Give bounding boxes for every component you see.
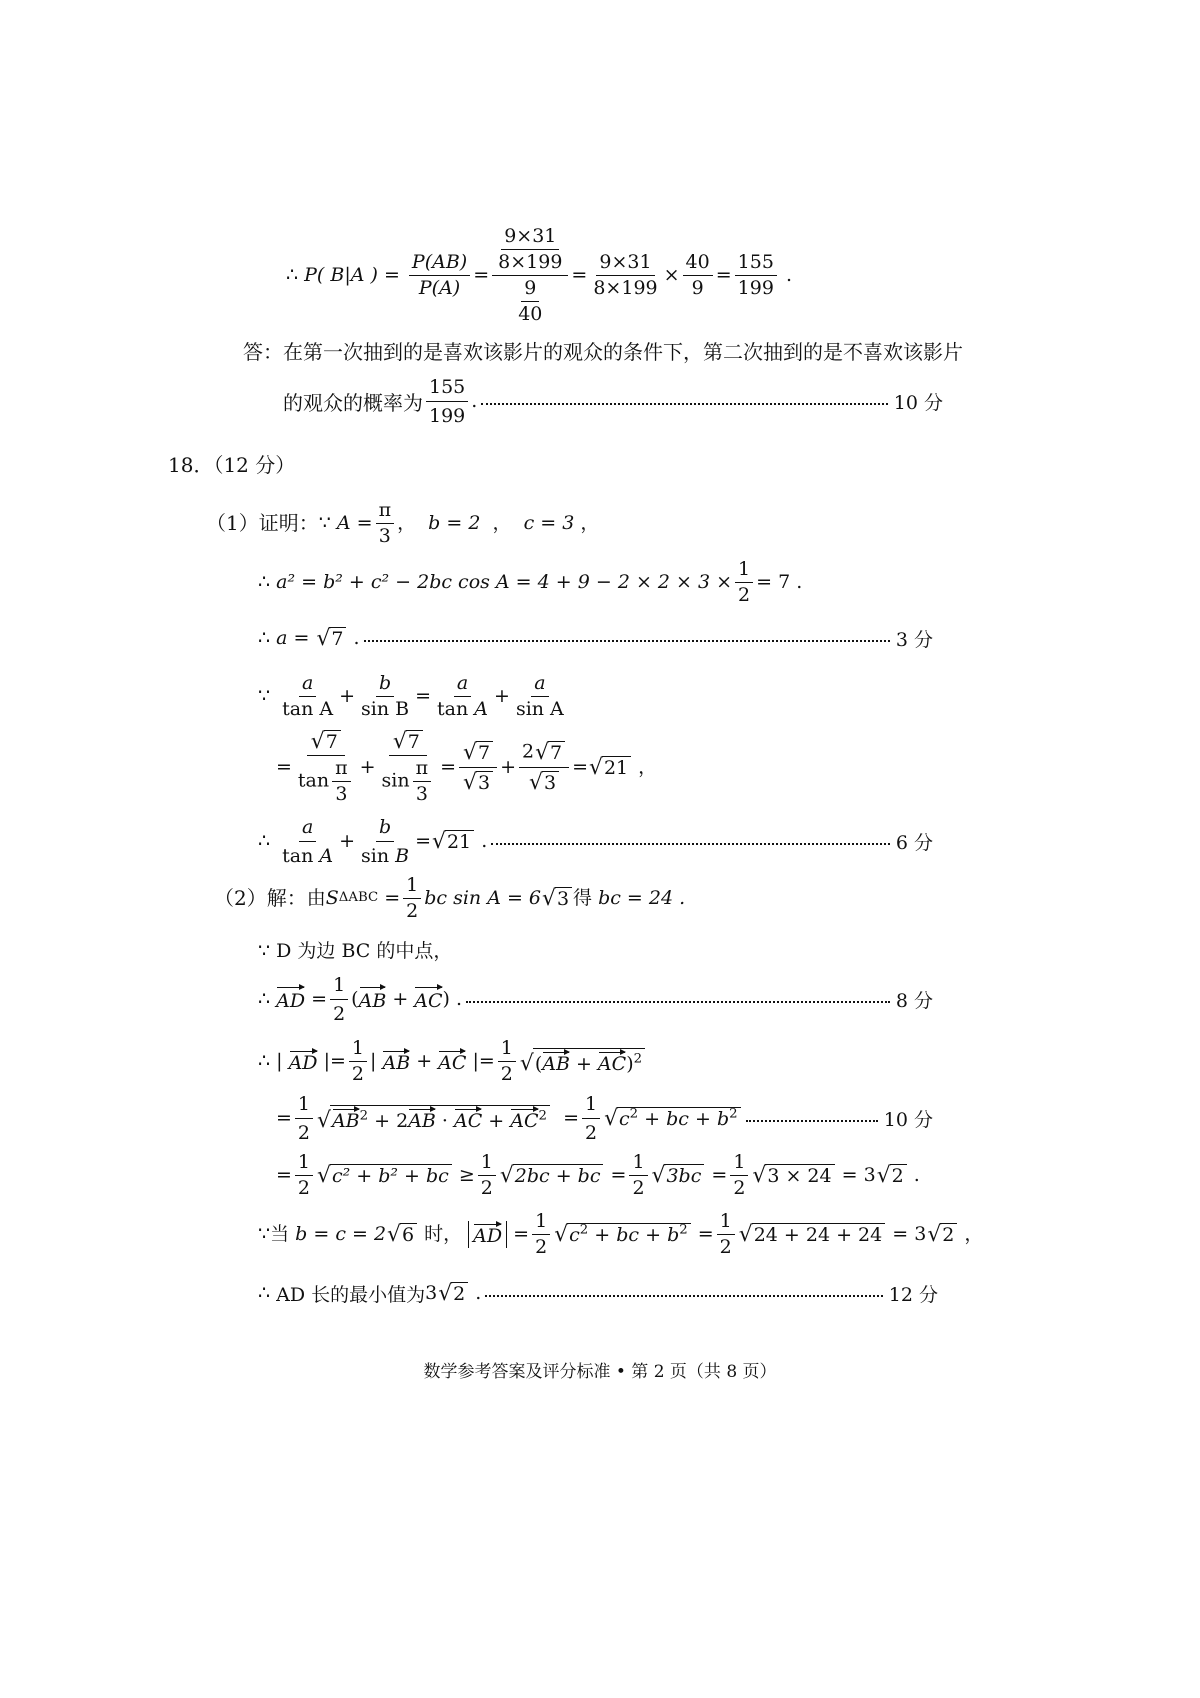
sum-line-2: = √ 7 tan $\frac{\pi}{3}$ + √ 7 sin $\frac{\pi}{3}$ = √ 7 √ 3 + 2 √ 7 √ 3 = √ 21 ， [276,728,658,806]
conditional-probability-formula: ∴ P( B|A ) = $\frac{P(AB)}{P(A)}$ = $\frac{\frac{9\times 31}{8\times 199}}{\frac{9}{40}}$ = $\frac{9\times 31}{8\times 199}$ × $\frac{40}{9}$ = $\frac{155}{199}$ . [286,224,793,325]
sum-line-1: ∵ $\frac{a}{\text{tan A}}$ + $\frac{b}{\text{sin B}}$ = $\frac{a}{\text{tan A}}$ + $\frac{a}{\text{sin A}}$ [258,671,564,720]
equality-case-line: ∵ 当 b = c = 2 √ 6 时， AD = $\frac{1}{2}$ √ $c^2$ + bc + $b^2$ = $\frac{1}{2}$ √ 24 + 24 + 24 = 3 √ 2 ， [258,1209,984,1258]
frac-mult: $\frac{40}{9}$ [683,253,713,298]
a-value-line: ∴ a = √ 7 . 3 分 [258,625,933,651]
problem-18-heading: 18．（12 分） [168,453,296,477]
law-of-cosines: ∴ a² = b² + c² − 2bc cos A = 4 + 9 − 2 × 2 × 3 × $\frac{1}{2}$ = 7 . [258,557,803,606]
answer-probability: $\frac{155}{199}$ [426,376,468,427]
conclusion-line: ∴ AD 长的最小值为 3 √ 2 . 12 分 [258,1280,938,1306]
frac-pab-pa: $\frac{P(AB)}{P(A)}$ [409,253,470,298]
answer-line-1: 答：在第一次抽到的是喜欢该影片的观众的条件下，第二次抽到的是不喜欢该影片 [243,340,963,364]
answer-line-2: 的观众的概率为 $\frac{155}{199}$ . 10 分 [283,375,943,427]
length-ad-line-2: = $\frac{1}{2}$ √ $AB^2 + 2AB$ · AC + $AC^2$ = $\frac{1}{2}$ √ $c^2$ + bc + $b^2$ 10 分 [276,1092,933,1144]
sum-result-line: ∴ $\frac{a}{\text{tan A}}$ + $\frac{b}{\text{sin B}}$ = √ 21 . 6 分 [258,815,933,867]
frac-result: $\frac{155}{199}$ [735,253,777,298]
part2-area: （2）解： 由 S ΔABC = $\frac{1}{2}$ bc sin A = 6 √ 3 得 bc = 24 . [214,873,686,922]
frac-step: $\frac{9\times 31}{8\times 199}$ [593,250,658,299]
lhs: P( B|A ) [304,263,378,286]
length-ad-line-1: ∴ | AD |= $\frac{1}{2}$ | AB + AC |= $\frac{1}{2}$ √ (AB + AC)$^2$ [258,1036,646,1086]
score-mark: 10 分 [893,391,943,414]
page-footer: 数学参考答案及评分标准 • 第 2 页（共 8 页） [423,1361,777,1382]
score-leader [481,403,887,405]
part1-given: （1）证明： ∵ A = $\frac{\pi}{3}$ ， b = 2 ， c = 3 ， [206,498,600,547]
compound-fraction: $\frac{\frac{9\times 31}{8\times 199}}{\frac{9}{40}}$ [492,227,568,324]
inequality-line: = $\frac{1}{2}$ √ c² + b² + bc ≥ $\frac{1}{2}$ √ 2bc + bc = $\frac{1}{2}$ √ 3bc = $\frac{1}{2}$ √ 3 × 24 = 3 √ 2 . [276,1150,920,1199]
midpoint-statement: ∵ D 为边 BC 的中点， [258,939,453,962]
therefore-symbol: ∴ [286,263,299,286]
vector-ad-line: ∴ AD = $\frac{1}{2}$ ( AB + AC ) . 8 分 [258,973,933,1025]
